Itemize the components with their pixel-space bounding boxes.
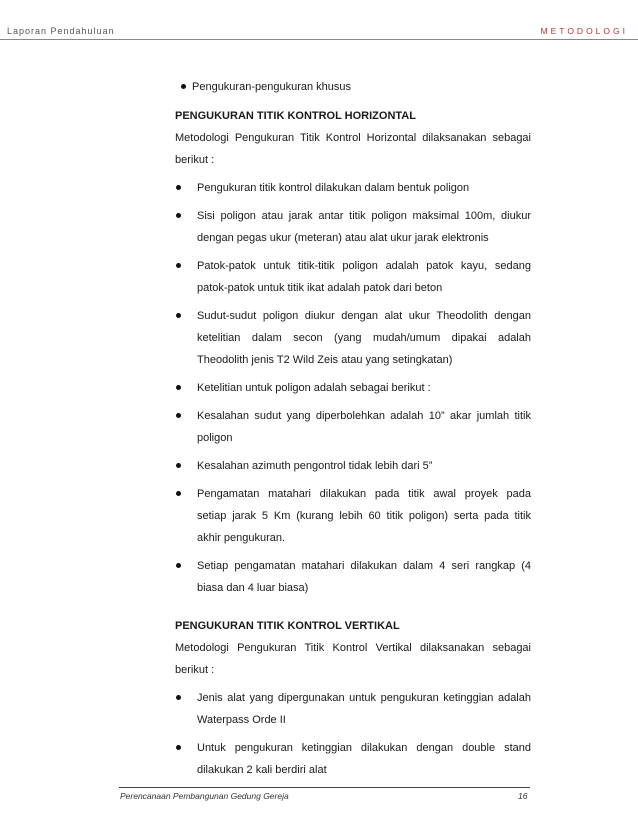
section-intro-line: berikut : xyxy=(175,154,215,166)
bullet-text-line: Waterpass Orde II xyxy=(197,714,286,726)
bullet-text-line: Pengamatan matahari dilakukan pada titik awal proyek pada xyxy=(197,488,531,500)
header-divider xyxy=(0,39,638,40)
bullet-text-line: dilakukan 2 kali berdiri alat xyxy=(197,764,327,776)
bullet-item xyxy=(175,737,531,781)
bullet-item xyxy=(175,483,531,549)
bullet-icon xyxy=(176,385,181,390)
bullet-icon xyxy=(176,213,181,218)
vertical-bullet-list xyxy=(175,687,531,781)
bullet-text-line: Pengukuran titik kontrol dilakukan dalam bentuk poligon xyxy=(197,182,470,194)
bullet-text-line: Kesalahan sudut yang diperbolehkan adalah 10” akar jumlah titik xyxy=(197,410,531,422)
bullet-icon xyxy=(176,313,181,318)
bullet-text-line: Jenis alat yang dipergunakan untuk pengukuran ketinggian adalah xyxy=(197,692,531,704)
footer-divider xyxy=(119,787,530,788)
bullet-item xyxy=(175,405,531,449)
body-content xyxy=(175,76,531,787)
bullet-item xyxy=(175,305,531,371)
horizontal-bullet-list xyxy=(175,177,531,599)
bullet-text-line: Theodolith jenis T2 Wild Zeis atau yang setingkatan) xyxy=(197,354,453,366)
page-header xyxy=(0,0,638,40)
bullet-text-line: dengan pegas ukur (meteran) atau alat ukur jarak elektronis xyxy=(197,232,489,244)
bullet-text-line: Untuk pengukuran ketinggian dilakukan dengan double stand xyxy=(197,742,531,754)
footer-project-title: Perencanaan Pembangunan Gedung Gereja xyxy=(120,791,289,801)
bullet-text-line: akhir pengukuran. xyxy=(197,532,286,544)
bullet-text-line: patok-patok untuk titik ikat adalah patok dari beton xyxy=(197,282,443,294)
bullet-item xyxy=(175,455,531,477)
bullet-text-line: Kesalahan azimuth pengontrol tidak lebih dari 5” xyxy=(197,460,433,472)
section-intro-line: Metodologi Pengukuran Titik Kontrol Vertikal dilaksanakan sebagai xyxy=(175,642,531,654)
bullet-text-line: poligon xyxy=(197,432,233,444)
bullet-icon xyxy=(176,563,181,568)
bullet-icon xyxy=(176,463,181,468)
section-intro-line: Metodologi Pengukuran Titik Kontrol Horizontal dilaksanakan sebagai xyxy=(175,132,531,144)
bullet-item xyxy=(175,377,531,399)
bullet-text-line: setiap jarak 5 Km (kurang lebih 60 titik poligon) serta pada titik xyxy=(197,510,531,522)
section-heading-horizontal: PENGUKURAN TITIK KONTROL HORIZONTAL xyxy=(175,110,416,122)
bullet-text-line: biasa dan 4 luar biasa) xyxy=(197,582,309,594)
section-heading-vertical: PENGUKURAN TITIK KONTROL VERTIKAL xyxy=(175,620,400,632)
intro-bullet-text: Pengukuran-pengukuran khusus xyxy=(192,81,352,93)
bullet-text-line: ketelitian dalam secon (yang mudah/umum dipakai adalah xyxy=(197,332,531,344)
bullet-icon xyxy=(176,491,181,496)
section-intro-line: berikut : xyxy=(175,664,215,676)
bullet-item xyxy=(175,205,531,249)
bullet-text-line: Sisi poligon atau jarak antar titik poligon maksimal 100m, diukur xyxy=(197,210,531,222)
bullet-text-line: Ketelitian untuk poligon adalah sebagai berikut : xyxy=(197,382,431,394)
bullet-text-line: Setiap pengamatan matahari dilakukan dalam 4 seri rangkap (4 xyxy=(197,560,531,572)
footer-page-number: 16 xyxy=(518,791,528,801)
bullet-icon xyxy=(176,413,181,418)
bullet-icon xyxy=(176,185,181,190)
header-chapter-title: METODOLOGI xyxy=(540,26,628,36)
bullet-text-line: Sudut-sudut poligon diukur dengan alat ukur Theodolith dengan xyxy=(197,310,531,322)
bullet-icon xyxy=(176,263,181,268)
bullet-icon xyxy=(176,745,181,750)
bullet-item xyxy=(175,255,531,299)
bullet-item xyxy=(175,555,531,599)
bullet-icon xyxy=(176,695,181,700)
bullet-item xyxy=(175,687,531,731)
header-document-title: Laporan Pendahuluan xyxy=(7,26,115,36)
bullet-text-line: Patok-patok untuk titik-titik poligon adalah patok kayu, sedang xyxy=(197,260,531,272)
bullet-item xyxy=(175,177,531,199)
